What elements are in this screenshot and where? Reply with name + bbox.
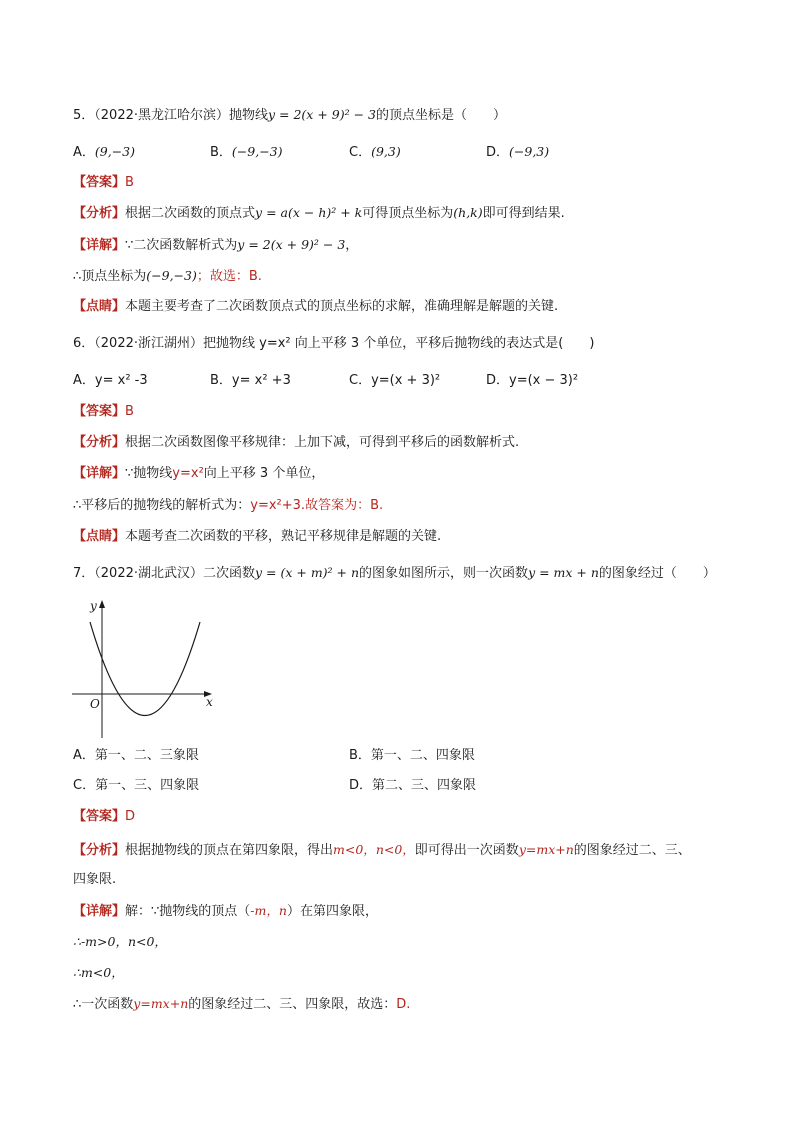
analysis-formula-2: (h,k) — [453, 205, 483, 220]
q5-analysis — [73, 204, 565, 223]
analysis-text: 根据抛物线的顶点在第四象限，得出 — [125, 843, 334, 858]
q7-answer — [73, 808, 135, 826]
q6-comment — [73, 528, 441, 546]
q5-detail — [73, 236, 358, 255]
detail-tag: 【详解】 — [73, 238, 126, 253]
y-axis-arrow — [99, 600, 105, 608]
q7-option-d — [349, 777, 476, 795]
q7-stem-suffix: 的图象经过（ ） — [598, 566, 716, 581]
option-value: (−9,−3) — [231, 144, 283, 159]
option-value: 第一、三、四象限 — [95, 778, 200, 793]
q5-option-d — [486, 143, 549, 162]
comment-tag: 【点睛】 — [73, 299, 126, 314]
detail-choice: 故答案为：B. — [305, 498, 384, 513]
option-value: 第一、二、三象限 — [94, 748, 199, 763]
origin-label: O — [90, 697, 100, 711]
option-label: C． — [73, 778, 96, 793]
analysis-text-2: 可得顶点坐标为 — [362, 206, 454, 221]
y-axis-label: y — [90, 599, 97, 613]
option-label: A． — [73, 748, 95, 763]
detail-text: ∴平移后的抛物线的解析式为： — [73, 498, 251, 513]
q6-analysis — [73, 434, 519, 452]
q7-option-b — [349, 747, 475, 765]
option-label: D． — [486, 145, 510, 160]
option-value: y=(x + 3)² — [371, 373, 441, 388]
detail-text: ∵抛物线 — [125, 466, 173, 481]
q7-step-1 — [73, 933, 167, 952]
analysis-text-3: 即可得到结果. — [482, 206, 565, 221]
answer-tag: 【答案】 — [73, 175, 126, 190]
option-value: (9,3) — [371, 144, 401, 159]
x-axis-label: x — [206, 695, 213, 709]
q6-detail-2 — [73, 497, 383, 515]
q5-comment — [73, 298, 558, 316]
answer-value: B — [125, 175, 134, 190]
answer-value: D — [125, 809, 136, 824]
q7-stem — [73, 564, 716, 583]
option-label: A． — [73, 145, 95, 160]
q5-stem-formula: y = 2(x + 9)² − 3 — [268, 107, 376, 122]
q5-stem-suffix: 的顶点坐标是（ ） — [376, 108, 507, 123]
answer-value: B — [125, 404, 134, 419]
option-label: C． — [349, 373, 372, 388]
q5-option-b — [210, 143, 283, 162]
option-label: B． — [210, 373, 232, 388]
q7-stem-formula: y = (x + m)² + n — [255, 565, 360, 580]
detail-text-2: ， — [345, 238, 359, 253]
answer-tag: 【答案】 — [73, 404, 126, 419]
parabola-graph — [70, 598, 220, 743]
detail-formula: y = 2(x + 9)² − 3 — [237, 237, 346, 252]
detail-vertex: -m，n — [250, 903, 287, 918]
detail-formula: y=x² — [172, 466, 204, 481]
q6-detail — [73, 465, 324, 483]
analysis-n: n<0， — [375, 842, 415, 857]
option-value: y= x² -3 — [94, 373, 148, 388]
q7-option-a — [73, 747, 199, 765]
q7-detail — [73, 902, 378, 921]
detail-text: ∴顶点坐标为 — [73, 269, 147, 284]
option-value: (9,−3) — [94, 144, 136, 159]
q5-option-a — [73, 143, 135, 162]
option-value: 第二、三、四象限 — [372, 778, 477, 793]
detail-formula: (−9,−3) — [146, 268, 197, 283]
step-formula: y=mx+n — [133, 996, 189, 1011]
option-label: B． — [210, 145, 232, 160]
comment-text: 本题主要考查了二次函数顶点式的顶点坐标的求解，准确理解是解题的关键. — [125, 299, 559, 314]
q5-detail-2 — [73, 267, 262, 286]
analysis-text: 根据二次函数图像平移规律：上加下减，可得到平移后的函数解析式. — [125, 435, 520, 450]
q6-stem: 6．（2022·浙江湖州）把抛物线 y=x² 向上平移 3 个单位，平移后抛物线的表达式是( ) — [73, 336, 595, 351]
step-choice: D. — [396, 997, 411, 1012]
q7-stem-mid: 的图象如图所示，则一次函数 — [359, 566, 529, 581]
step-text: ∴m<0， — [73, 965, 124, 980]
q6-option-d — [486, 372, 578, 390]
detail-text: 解：∵抛物线的顶点（ — [125, 904, 251, 919]
option-value: (−9,3) — [509, 144, 550, 159]
answer-tag: 【答案】 — [73, 809, 126, 824]
comment-tag: 【点睛】 — [73, 529, 126, 544]
option-label: A． — [73, 373, 95, 388]
q5-option-c — [349, 143, 401, 162]
analysis-text: 根据二次函数的顶点式 — [125, 206, 256, 221]
option-value: y= x² +3 — [231, 373, 291, 388]
q7-stem-formula-2: y = mx + n — [528, 565, 599, 580]
option-label: C． — [349, 145, 372, 160]
detail-formula: y=x²+3. — [250, 498, 306, 513]
detail-text-2: ）在第四象限， — [286, 904, 378, 919]
q7-analysis — [73, 841, 691, 860]
analysis-tag: 【分析】 — [73, 843, 126, 858]
detail-text: ∵二次函数解析式为 — [125, 238, 238, 253]
q5-stem — [73, 106, 506, 125]
detail-text-2: 向上平移 3 个单位， — [203, 466, 325, 481]
q7-step-2 — [73, 964, 124, 983]
option-label: D． — [486, 373, 510, 388]
step-text: ∴一次函数 — [73, 997, 134, 1012]
analysis-tag: 【分析】 — [73, 435, 126, 450]
q7-step-3 — [73, 995, 410, 1014]
option-label: D． — [349, 778, 373, 793]
detail-choice: ；故选：B. — [196, 269, 262, 284]
step-text: ∴-m>0，n<0， — [73, 934, 167, 949]
q6-answer — [73, 403, 134, 421]
comment-text: 本题考查二次函数的平移，熟记平移规律是解题的关键. — [125, 529, 442, 544]
q5-answer — [73, 174, 134, 192]
analysis-m: m<0， — [333, 842, 376, 857]
option-value: y=(x − 3)² — [509, 373, 579, 388]
detail-tag: 【详解】 — [73, 466, 126, 481]
analysis-text-3: 的图象经过二、三、 — [573, 843, 691, 858]
detail-tag: 【详解】 — [73, 904, 126, 919]
q6-option-b — [210, 372, 291, 390]
option-label: B． — [349, 748, 371, 763]
q7-option-c — [73, 777, 199, 795]
analysis-tag: 【分析】 — [73, 206, 126, 221]
step-text-2: 的图象经过二、三、四象限，故选： — [188, 997, 397, 1012]
parabola-curve — [90, 622, 200, 716]
option-value: 第一、二、四象限 — [370, 748, 475, 763]
analysis-formula: y=mx+n — [518, 842, 574, 857]
analysis-formula: y = a(x − h)² + k — [255, 205, 363, 220]
analysis-text-2: 即可得出一次函数 — [414, 843, 519, 858]
q7-analysis-2: 四象限. — [73, 872, 117, 887]
q7-stem-text: 7．（2022·湖北武汉）二次函数 — [73, 566, 255, 581]
q5-stem-text: 5．（2022·黑龙江哈尔滨）抛物线 — [73, 108, 268, 123]
q6-option-a — [73, 372, 148, 390]
q6-option-c — [349, 372, 440, 390]
